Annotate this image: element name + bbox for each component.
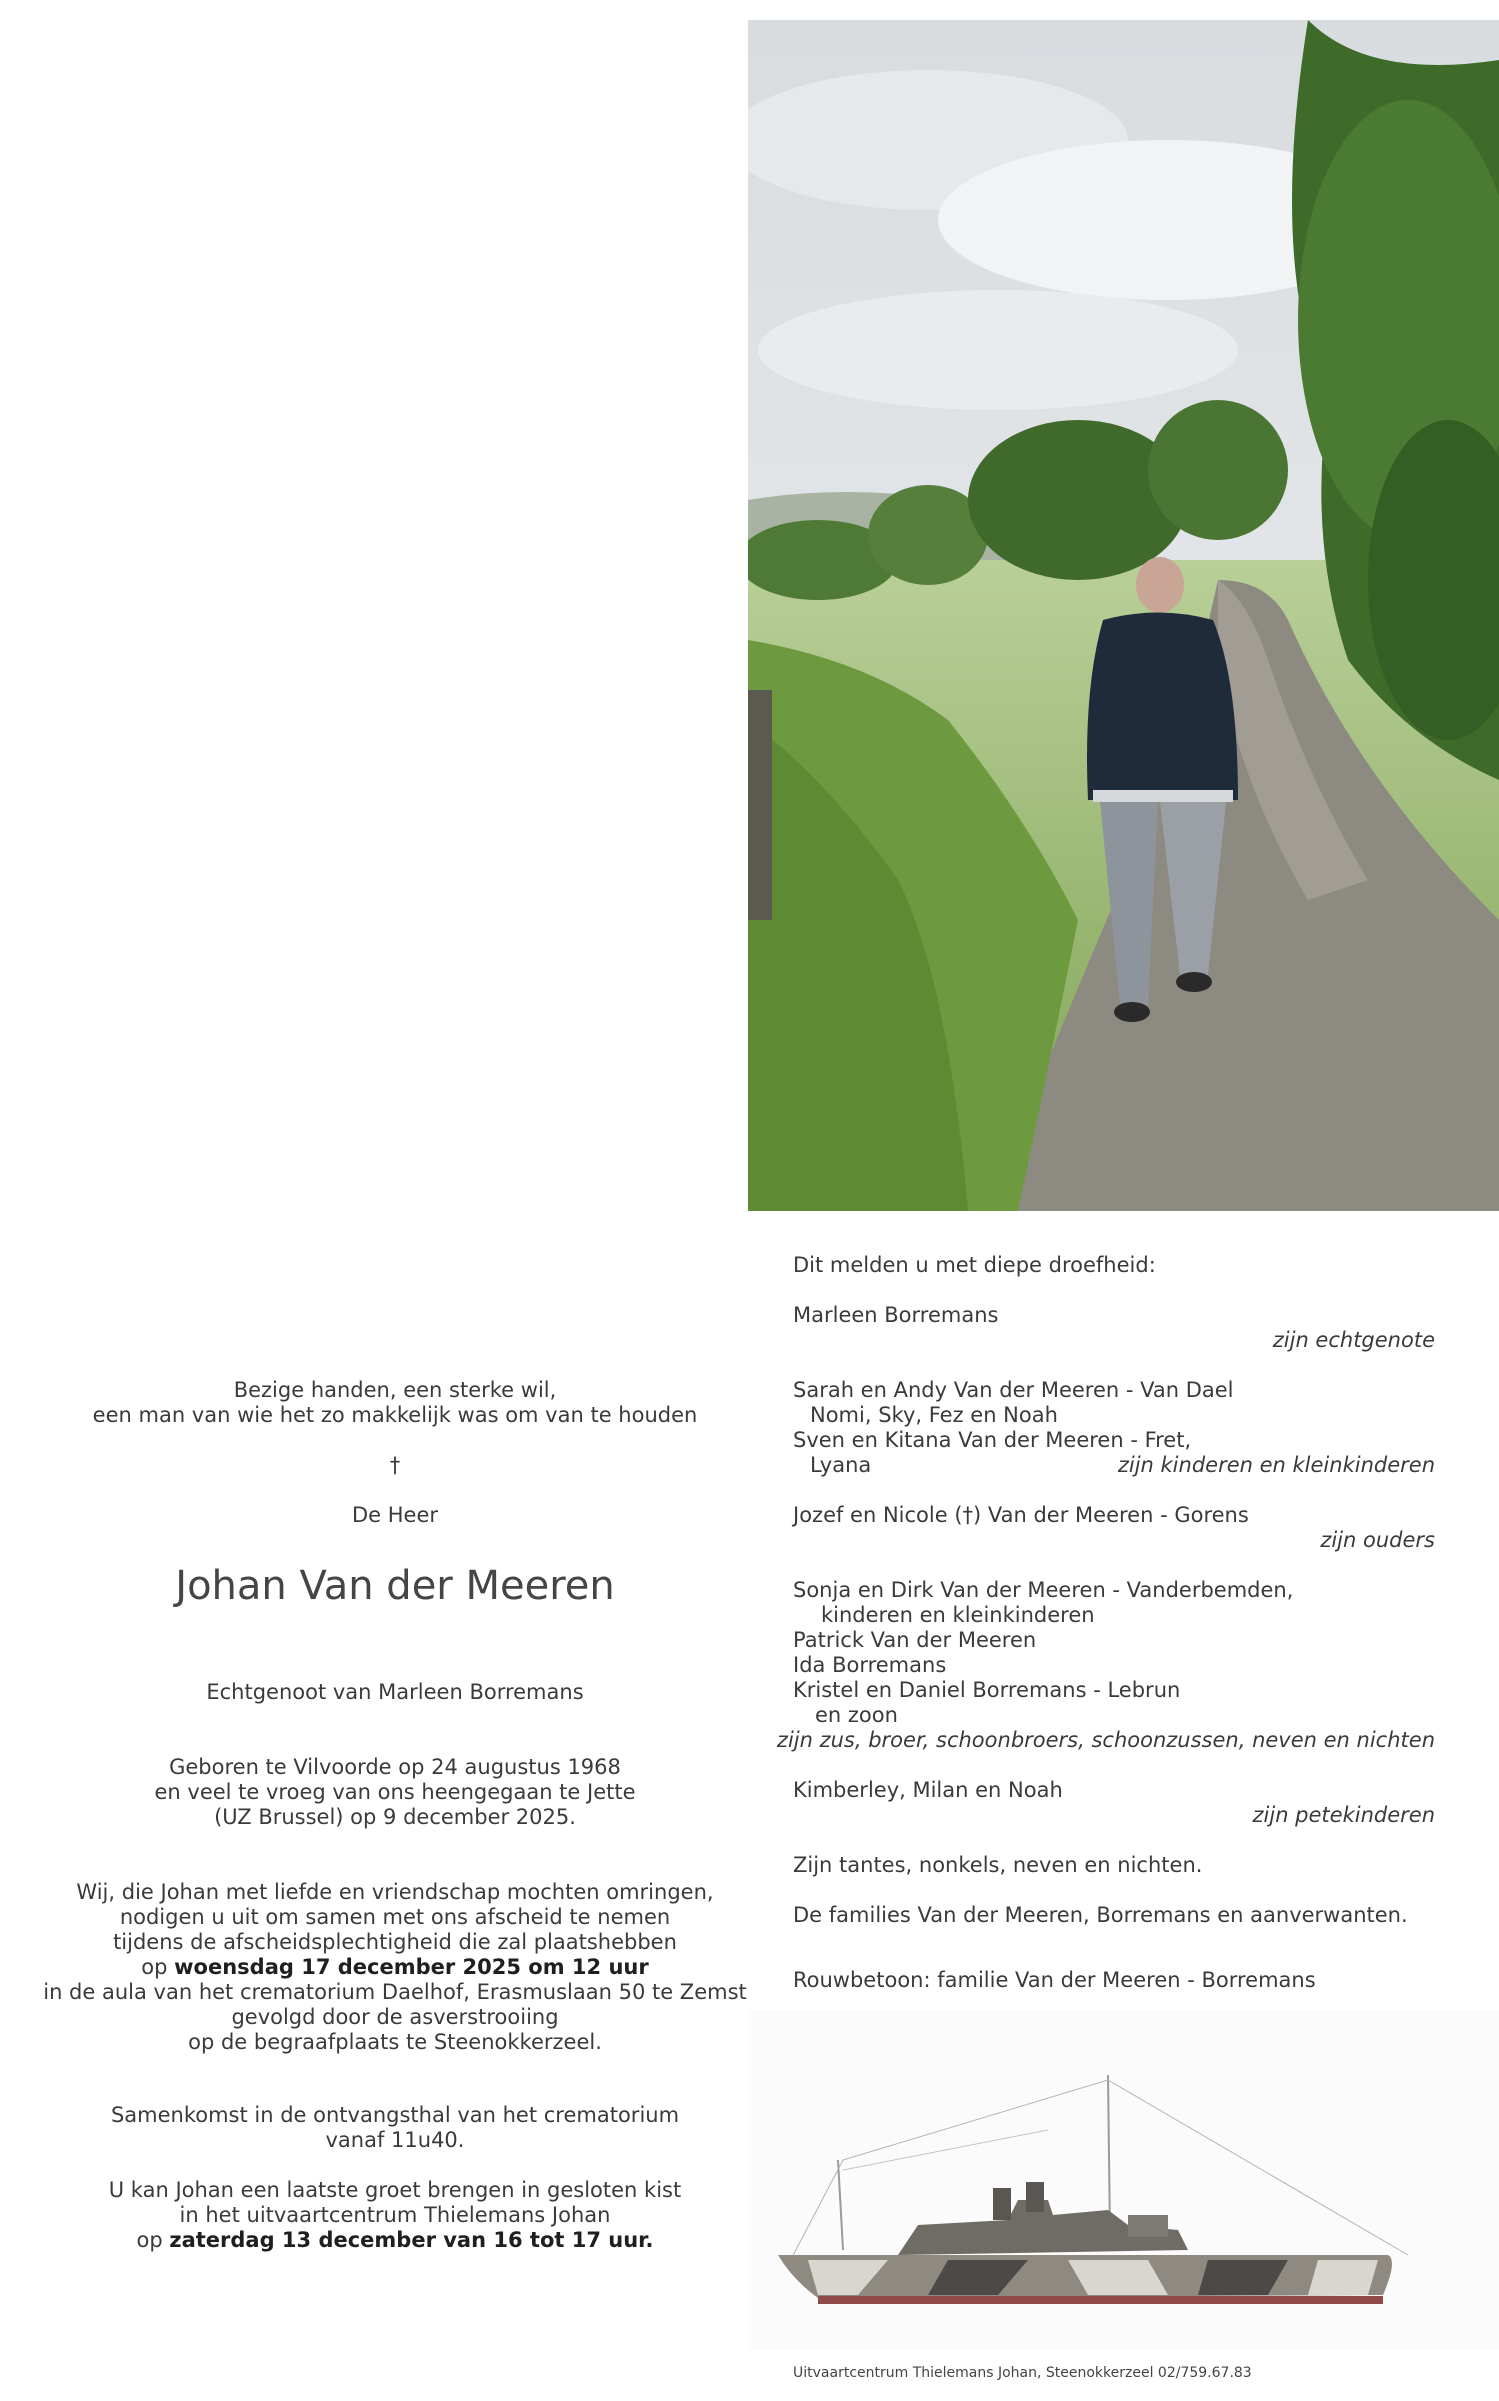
invitation-line-7: op de begraafplaats te Steenokkerzeel. bbox=[188, 2030, 602, 2054]
memorial-photo bbox=[748, 20, 1499, 1211]
condolence-address: Rouwbetoon: familie Van der Meeren - Borremans bbox=[793, 1968, 1316, 1992]
honorific: De Heer bbox=[351, 1503, 439, 1527]
gathering-info bbox=[40, 2103, 750, 2153]
family-sibling-2: Patrick Van der Meeren bbox=[793, 1628, 1037, 1652]
birth-line-1: Geboren te Vilvoorde op 24 augustus 1968 bbox=[169, 1755, 621, 1779]
invitation-line-5: in de aula van het crematorium Daelhof, Erasmuslaan 50 te Zemst bbox=[43, 1980, 747, 2004]
family-relatives: Zijn tantes, nonkels, neven en nichten. bbox=[793, 1853, 1203, 1877]
ceremony-invitation bbox=[40, 1880, 750, 2055]
role-children: zijn kinderen en kleinkinderen bbox=[1117, 1453, 1435, 1477]
ceremony-date: woensdag 17 december 2025 om 12 uur bbox=[174, 1955, 649, 1979]
family-sibling-4-son: en zoon bbox=[815, 1703, 898, 1727]
quote-line-2: een man van wie het zo makkelijk was om van te houden bbox=[92, 1403, 698, 1427]
family-families: De families Van der Meeren, Borremans en aanverwanten. bbox=[793, 1903, 1408, 1927]
visitation-date-line bbox=[40, 2228, 750, 2253]
birth-line-2: en veel te vroeg van ons heengegaan te Jette bbox=[154, 1780, 636, 1804]
family-spouse: Marleen Borremans bbox=[793, 1303, 999, 1327]
cross-symbol: † bbox=[389, 1453, 401, 1477]
invitation-line-6: gevolgd door de asverstrooiing bbox=[231, 2005, 559, 2029]
family-godchildren: Kimberley, Milan en Noah bbox=[793, 1778, 1063, 1802]
spouse-line: Echtgenoot van Marleen Borremans bbox=[206, 1680, 584, 1704]
birth-death-info bbox=[40, 1755, 750, 1830]
funeral-home-footer: Uitvaartcentrum Thielemans Johan, Steenokkerzeel 02/759.67.83 bbox=[793, 2365, 1252, 2381]
role-spouse: zijn echtgenote bbox=[1272, 1328, 1435, 1352]
family-sibling-3: Ida Borremans bbox=[793, 1653, 947, 1677]
invitation-line-2: nodigen u uit om samen met ons afscheid te nemen bbox=[119, 1905, 671, 1929]
quote bbox=[40, 1378, 750, 1428]
family-sibling-1: Sonja en Dirk Van der Meeren - Vanderbemden, bbox=[793, 1578, 1294, 1602]
visitation-line-1: U kan Johan een laatste groet brengen in gesloten kist bbox=[108, 2178, 682, 2202]
family-grandchildren-2: Lyana bbox=[810, 1453, 872, 1477]
role-godchildren: zijn petekinderen bbox=[1252, 1803, 1435, 1827]
invitation-line-3: tijdens de afscheidsplechtigheid die zal plaatshebben bbox=[113, 1930, 677, 1954]
family-children-2: Sven en Kitana Van der Meeren - Fret, bbox=[793, 1428, 1192, 1452]
gathering-line-2: vanaf 11u40. bbox=[325, 2128, 465, 2152]
family-announcement bbox=[776, 1253, 1435, 2013]
family-children-1: Sarah en Andy Van der Meeren - Van Dael bbox=[793, 1378, 1234, 1402]
visitation-info bbox=[40, 2178, 750, 2253]
birth-line-3: (UZ Brussel) op 9 december 2025. bbox=[214, 1805, 576, 1829]
gathering-line-1: Samenkomst in de ontvangsthal van het crematorium bbox=[110, 2103, 680, 2127]
family-grandchildren-1: Nomi, Sky, Fez en Noah bbox=[810, 1403, 1058, 1427]
visitation-date-prefix: op bbox=[136, 2228, 170, 2252]
ceremony-date-line bbox=[40, 1955, 750, 1980]
family-parents: Jozef en Nicole (†) Van der Meeren - Gorens bbox=[793, 1503, 1249, 1527]
ship-illustration bbox=[748, 2010, 1499, 2350]
role-parents: zijn ouders bbox=[1320, 1528, 1435, 1552]
quote-line-1: Bezige handen, een sterke wil, bbox=[233, 1378, 557, 1402]
ceremony-date-prefix: op bbox=[141, 1955, 175, 1979]
family-sibling-4: Kristel en Daniel Borremans - Lebrun bbox=[793, 1678, 1181, 1702]
visitation-line-2: in het uitvaartcentrum Thielemans Johan bbox=[179, 2203, 611, 2227]
deceased-name: Johan Van der Meeren bbox=[175, 1563, 615, 1609]
visitation-date: zaterdag 13 december van 16 tot 17 uur. bbox=[169, 2228, 654, 2252]
role-siblings: zijn zus, broer, schoonbroers, schoonzussen, neven en nichten bbox=[776, 1728, 1435, 1752]
family-sibling-1-children: kinderen en kleinkinderen bbox=[821, 1603, 1095, 1627]
intro-line: Dit melden u met diepe droefheid: bbox=[793, 1253, 1156, 1277]
invitation-line-1: Wij, die Johan met liefde en vriendschap mochten omringen, bbox=[76, 1880, 714, 1904]
